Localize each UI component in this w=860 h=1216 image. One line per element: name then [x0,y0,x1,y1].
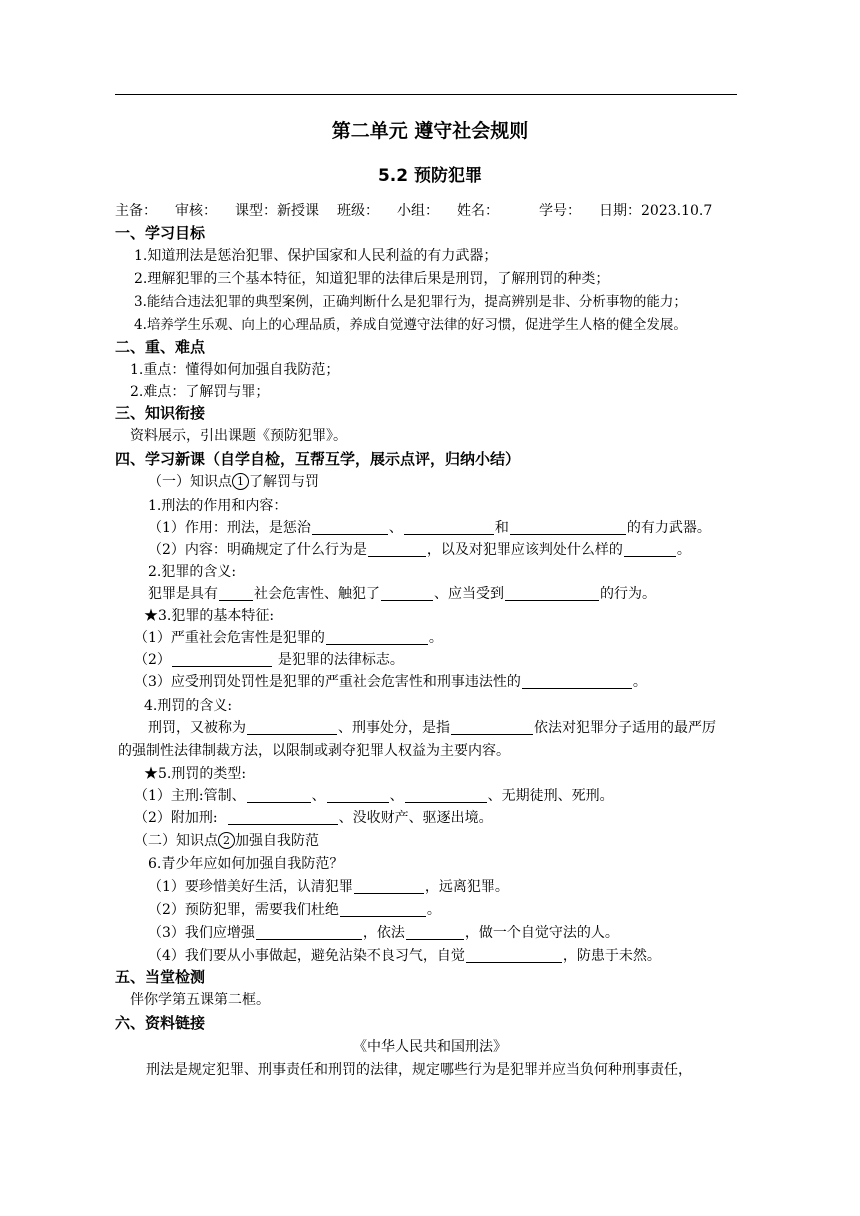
header-rule [115,94,737,95]
q4-title: 4.刑罚的含义: [144,698,233,714]
q6d-line: （4）我们要从小事做起，避免沾染不良习气，自觉 ，防患于未然。 [148,948,661,964]
goal-item: 3.能结合违法犯罪的典型案例，正确判断什么是犯罪行为，提高辨别是非、分析事物的能力； [134,294,687,310]
section-6-title: 六、资料链接 [115,1014,206,1032]
section-2-title: 二、重、难点 [115,338,206,356]
fill-blank[interactable] [406,924,464,940]
kp2-suffix: 加强自我防范 [235,833,319,849]
section-3-text: 资料展示，引出课题《预防犯罪》。 [130,428,347,444]
q3-title: ★3.犯罪的基本特征: [144,608,275,624]
q5a-line: （1）主刑:管制、 、 、 、无期徒刑、死刑。 [134,788,614,804]
meta-xuehao: 学号： [539,203,581,219]
q6a-line: （1）要珍惜美好生活，认清犯罪 ，远离犯罪。 [148,879,509,895]
section-1-title: 一、学习目标 [115,224,206,242]
q1-title: 1.刑法的作用和内容： [148,498,288,514]
fill-blank[interactable] [326,629,428,645]
fill-blank[interactable] [505,585,599,601]
meta-shenhe: 审核： [175,203,217,219]
q5b-line: （2）附加刑: 、没收财产、驱逐出境。 [134,810,493,826]
knowledge-point-2 [134,831,319,851]
meta-riqi: 日期：2023.10.7 [599,203,713,219]
fill-blank[interactable] [172,651,272,667]
q6b-line: （2）预防犯罪，需要我们杜绝 。 [148,902,441,918]
q3c-line: （3）应受刑罚处罚性是犯罪的严重社会危害性和刑事违法性的 。 [134,674,647,690]
fill-blank[interactable] [368,541,426,557]
q2a-line: 犯罪是具有 社会危害性、触犯了 、应当受到 的行为。 [148,586,656,602]
section-3-title: 三、知识衔接 [115,404,206,422]
section-5-text: 伴你学第五课第二框。 [130,992,270,1008]
meta-xingming: 姓名： [457,203,499,219]
fill-blank[interactable] [451,719,533,735]
meta-banji: 班级： [337,203,379,219]
reference-text: 刑法是规定犯罪、刑事责任和刑罚的法律，规定哪些行为是犯罪并应当负何种刑事责任， [146,1062,692,1078]
section-5-title: 五、当堂检测 [115,968,206,986]
unit-title: 第二单元 遵守社会规则 [331,120,529,142]
q4b-line: 的强制性法律制裁方法，以限制或剥夺犯罪人权益为主要内容。 [118,743,510,759]
fill-blank[interactable] [340,901,426,917]
circled-number: 1 [232,473,249,490]
lesson-title: 5.2 预防犯罪 [377,166,483,186]
kp1-prefix: （一）知识点 [148,474,232,490]
fill-blank[interactable] [466,947,562,963]
q5-title: ★5.刑罚的类型: [144,766,247,782]
fill-blank[interactable] [219,585,253,601]
fill-blank[interactable] [247,719,337,735]
q3b-line: （2） 是犯罪的法律标志。 [134,652,404,668]
q2-title: 2.犯罪的含义: [148,564,237,580]
fill-blank[interactable] [522,673,632,689]
meta-xiaozu: 小组： [397,203,439,219]
kp1-suffix: 了解罚与罚 [249,474,319,490]
fill-blank[interactable] [228,809,338,825]
fill-blank[interactable] [624,541,676,557]
q6c-line: （3）我们应增强 ，依法 ，做一个自觉守法的人。 [148,925,619,941]
q4a-line: 刑罚，又被称为 、刑事处分，是指 依法对犯罪分子适用的最严厉 [148,720,716,736]
meta-row [115,201,712,221]
meta-kexing: 课型：新授课 [235,203,319,219]
kp2-prefix: （二）知识点 [134,833,218,849]
meta-zhubei: 主备： [115,203,157,219]
fill-blank[interactable] [404,519,494,535]
key-point-item: 2.难点：了解罚与罪； [130,384,270,400]
q3a-line: （1）严重社会危害性是犯罪的 。 [134,630,443,646]
fill-blank[interactable] [247,787,311,803]
fill-blank[interactable] [312,519,388,535]
fill-blank[interactable] [327,787,389,803]
q1b-line: （2）内容：明确规定了什么行为是 ，以及对犯罪应该判处什么样的 。 [148,542,691,558]
key-point-item: 1.重点：懂得如何加强自我防范； [130,362,340,378]
circled-number: 2 [218,832,235,849]
q1a-line: （1）作用：刑法，是惩治 、 和 的有力武器。 [148,520,711,536]
goal-item: 2.理解犯罪的三个基本特征，知道犯罪的法律后果是刑罚，了解刑罚的种类； [134,271,610,287]
goal-item: 1.知道刑法是惩治犯罪、保护国家和人民利益的有力武器； [134,248,498,264]
reference-book-title: 《中华人民共和国刑法》 [353,1039,507,1055]
fill-blank[interactable] [405,787,487,803]
fill-blank[interactable] [256,924,362,940]
goal-item: 4.培养学生乐观、向上的心理品质，养成自觉遵守法律的好习惯，促进学生人格的健全发展。 [134,317,687,333]
fill-blank[interactable] [510,519,626,535]
section-4-title: 四、学习新课（自学自检，互帮互学，展示点评，归纳小结） [115,450,521,468]
fill-blank[interactable] [381,585,433,601]
q6-title: 6.青少年应如何加强自我防范？ [148,856,344,872]
fill-blank[interactable] [354,878,424,894]
knowledge-point-1 [148,472,319,492]
